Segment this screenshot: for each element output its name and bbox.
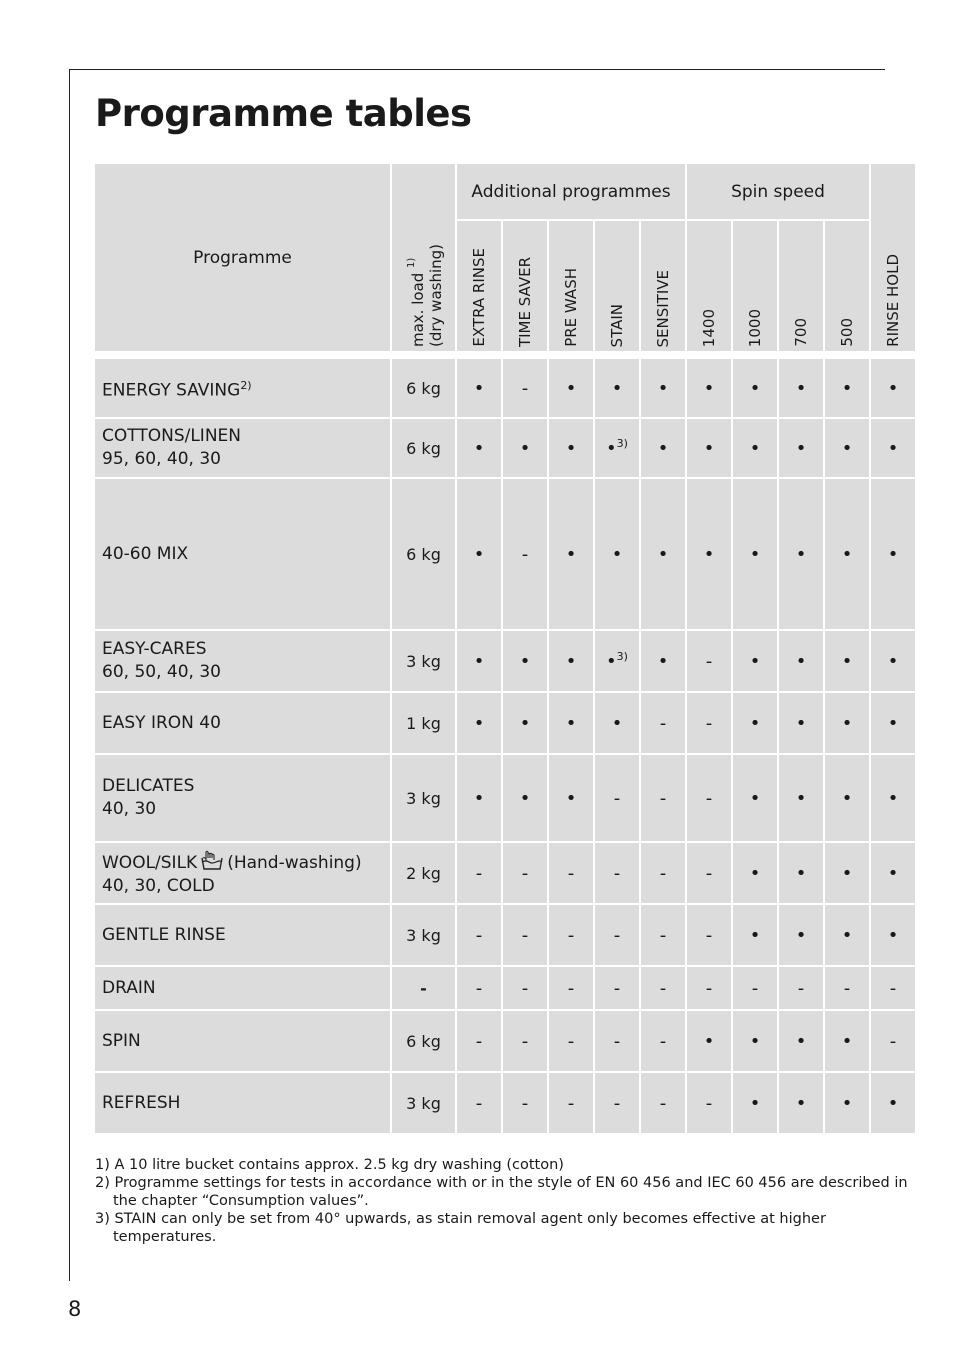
table-row — [95, 419, 915, 477]
option-cell: • — [733, 631, 777, 691]
max-load: 6 kg — [392, 479, 455, 629]
option-cell: • — [687, 419, 731, 477]
option-cell: - — [503, 1073, 547, 1133]
option-cell: • — [457, 693, 501, 753]
option-cell: - — [595, 967, 639, 1009]
option-cell: • — [641, 419, 685, 477]
option-cell: • — [825, 479, 869, 629]
footnote: 3) STAIN can only be set from 40° upwards, as stain removal agent only becomes effective at higher temperatures. — [95, 1211, 826, 1245]
option-cell: • — [825, 693, 869, 753]
max-load: 1 kg — [392, 693, 455, 753]
left-rule — [69, 69, 70, 1281]
option-cell: - — [503, 967, 547, 1009]
option-cell: • — [779, 1073, 823, 1133]
table-row — [95, 905, 915, 965]
max-load: 6 kg — [392, 419, 455, 477]
option-cell: • — [779, 693, 823, 753]
header-spin-1400: 1400 — [687, 221, 731, 351]
header-stain: STAIN — [595, 221, 639, 351]
programme-name-label: EASY IRON 40 — [102, 712, 221, 733]
option-cell: • — [779, 843, 823, 903]
table-row — [95, 967, 915, 1009]
header-spin-500: 500 — [825, 221, 869, 351]
table-row — [95, 693, 915, 753]
option-cell: - — [503, 1011, 547, 1071]
option-cell: • — [779, 479, 823, 629]
programme-name-label: COTTONS/LINEN — [102, 426, 241, 446]
option-cell: • — [457, 479, 501, 629]
option-cell: • — [549, 419, 593, 477]
option-cell: • — [825, 755, 869, 841]
table-row — [95, 359, 915, 417]
option-cell: • — [871, 479, 915, 629]
option-cell: • — [733, 359, 777, 417]
option-cell: - — [595, 905, 639, 965]
programme-table — [93, 162, 917, 1135]
programme-name-label: SPIN — [102, 1030, 141, 1051]
option-cell: • — [733, 479, 777, 629]
option-cell: • — [457, 359, 501, 417]
option-available: • — [606, 651, 617, 672]
option-cell: • — [871, 843, 915, 903]
option-cell: - — [641, 1073, 685, 1133]
programme-name — [95, 359, 390, 417]
option-cell: - — [687, 755, 731, 841]
option-cell: - — [687, 967, 731, 1009]
option-cell: • — [549, 479, 593, 629]
option-cell: • — [825, 905, 869, 965]
programme-temperatures: 40, 30, COLD — [102, 875, 215, 896]
hand-wash-icon — [200, 849, 224, 871]
header-max-load: max. load $^{1)}$ (dry washing) — [392, 164, 455, 351]
programme-name-label: DRAIN — [102, 977, 156, 998]
option-cell: - — [549, 1073, 593, 1133]
programme-name — [95, 693, 390, 753]
programme-name — [95, 419, 390, 477]
programme-name — [95, 843, 390, 903]
option-cell: - — [457, 967, 501, 1009]
option-cell: - — [641, 967, 685, 1009]
option-cell: - — [641, 843, 685, 903]
header-additional-programmes: Additional programmes — [457, 164, 685, 219]
header-pre-wash: PRE WASH — [549, 221, 593, 351]
option-cell: • — [825, 419, 869, 477]
option-cell: - — [503, 359, 547, 417]
programme-name — [95, 1011, 390, 1071]
option-cell: • — [549, 755, 593, 841]
page-number: 8 — [68, 1297, 82, 1321]
option-cell: • — [779, 419, 823, 477]
option-cell: - — [549, 967, 593, 1009]
option-cell: - — [503, 843, 547, 903]
option-cell: • — [503, 419, 547, 477]
programme-temperatures: 40, 30 — [102, 799, 157, 819]
programme-name — [95, 479, 390, 629]
footnotes — [95, 1156, 925, 1246]
option-cell: • — [779, 755, 823, 841]
option-cell: - — [457, 1011, 501, 1071]
option-cell: • — [733, 755, 777, 841]
option-cell: • — [779, 1011, 823, 1071]
footnote: 2) Programme settings for tests in accordance with or in the style of EN 60 456 and IEC 60 456 are described in the chapter “Consumption values”. — [95, 1175, 908, 1209]
option-cell: • — [595, 359, 639, 417]
max-load: - — [392, 967, 455, 1009]
header-programme: Programme — [95, 164, 390, 351]
header-sensitive: SENSITIVE — [641, 221, 685, 351]
option-cell: • — [733, 1011, 777, 1071]
option-cell: • — [871, 419, 915, 477]
programme-name — [95, 755, 390, 841]
table-row — [95, 479, 915, 629]
option-cell: - — [641, 693, 685, 753]
option-cell: • — [457, 631, 501, 691]
option-available: • — [606, 438, 617, 459]
header-time-saver: TIME SAVER — [503, 221, 547, 351]
option-cell: • — [733, 905, 777, 965]
max-load: 3 kg — [392, 905, 455, 965]
option-cell: • — [733, 843, 777, 903]
programme-name-label: EASY-CARES — [102, 639, 207, 659]
option-cell: - — [641, 1011, 685, 1071]
header-spin-speed: Spin speed — [687, 164, 869, 219]
header-rinse-hold: RINSE HOLD — [871, 164, 915, 351]
option-cell: • — [871, 359, 915, 417]
option-cell: • — [549, 693, 593, 753]
option-cell: • — [825, 1011, 869, 1071]
programme-name-label: GENTLE RINSE — [102, 924, 226, 945]
option-cell: • — [871, 905, 915, 965]
option-cell: - — [687, 1073, 731, 1133]
programme-table-body — [95, 359, 915, 1133]
option-cell: • — [503, 693, 547, 753]
option-cell: - — [503, 479, 547, 629]
programme-temperatures: 60, 50, 40, 30 — [102, 662, 221, 682]
option-cell: • — [825, 631, 869, 691]
table-row — [95, 1011, 915, 1071]
programme-name-label: WOOL/SILK (Hand-washing) — [102, 849, 390, 875]
programme-name-label: ENERGY SAVING$^{2)}$ — [102, 378, 252, 401]
option-cell: - — [825, 967, 869, 1009]
option-cell: • — [825, 359, 869, 417]
option-cell: • — [687, 359, 731, 417]
option-cell: - — [641, 755, 685, 841]
header-spin-1000: 1000 — [733, 221, 777, 351]
header-extra-rinse: EXTRA RINSE — [457, 221, 501, 351]
programme-name — [95, 631, 390, 691]
max-load: 6 kg — [392, 1011, 455, 1071]
option-cell: • — [457, 419, 501, 477]
option-cell: • — [503, 631, 547, 691]
option-cell: • — [733, 1073, 777, 1133]
option-cell: • — [871, 1073, 915, 1133]
option-cell: - — [595, 843, 639, 903]
programme-name-label: DELICATES — [102, 776, 195, 796]
page-title: Programme tables — [95, 92, 472, 135]
option-cell: - — [549, 905, 593, 965]
option-cell: - — [687, 693, 731, 753]
option-cell: • — [595, 693, 639, 753]
option-cell: • — [687, 1011, 731, 1071]
programme-name — [95, 967, 390, 1009]
table-row — [95, 755, 915, 841]
option-cell: • — [825, 1073, 869, 1133]
option-cell: • — [779, 905, 823, 965]
max-load: 2 kg — [392, 843, 455, 903]
top-rule — [69, 69, 885, 70]
option-cell: • — [503, 755, 547, 841]
option-cell: • — [871, 631, 915, 691]
option-cell: - — [595, 755, 639, 841]
option-cell: • — [641, 631, 685, 691]
option-cell: - — [687, 843, 731, 903]
option-cell: • — [733, 693, 777, 753]
option-cell — [595, 631, 639, 691]
option-cell: • — [595, 479, 639, 629]
option-cell: • — [549, 359, 593, 417]
option-cell: - — [549, 1011, 593, 1071]
table-row — [95, 1073, 915, 1133]
option-cell: • — [641, 359, 685, 417]
option-cell: - — [457, 1073, 501, 1133]
option-cell: - — [595, 1011, 639, 1071]
option-cell: • — [733, 419, 777, 477]
option-cell: - — [595, 1073, 639, 1133]
option-cell: - — [457, 843, 501, 903]
max-load: 3 kg — [392, 1073, 455, 1133]
footnote: 1) A 10 litre bucket contains approx. 2.5 kg dry washing (cotton) — [95, 1157, 564, 1173]
option-cell: • — [641, 479, 685, 629]
header-spin-700: 700 — [779, 221, 823, 351]
option-cell: - — [779, 967, 823, 1009]
option-cell: • — [779, 631, 823, 691]
option-cell: • — [825, 843, 869, 903]
max-load: 3 kg — [392, 755, 455, 841]
option-cell: - — [457, 905, 501, 965]
option-cell: - — [871, 1011, 915, 1071]
option-cell: - — [871, 967, 915, 1009]
programme-name-label: 40-60 MIX — [102, 543, 189, 564]
max-load: 3 kg — [392, 631, 455, 691]
table-row — [95, 843, 915, 903]
option-cell: • — [871, 755, 915, 841]
table-row — [95, 631, 915, 691]
option-cell: - — [549, 843, 593, 903]
option-cell: - — [733, 967, 777, 1009]
programme-name — [95, 905, 390, 965]
option-cell: • — [871, 693, 915, 753]
option-cell: • — [549, 631, 593, 691]
option-cell: - — [687, 631, 731, 691]
option-cell: - — [641, 905, 685, 965]
option-cell: - — [503, 905, 547, 965]
option-cell: • — [687, 479, 731, 629]
programme-temperatures: 95, 60, 40, 30 — [102, 449, 221, 469]
programme-name — [95, 1073, 390, 1133]
programme-name-label: REFRESH — [102, 1092, 181, 1113]
max-load: 6 kg — [392, 359, 455, 417]
option-cell: - — [687, 905, 731, 965]
footnote-ref: 3) — [616, 650, 628, 663]
option-cell: • — [779, 359, 823, 417]
option-cell: • — [457, 755, 501, 841]
option-cell — [595, 419, 639, 477]
footnote-ref: 3) — [616, 437, 628, 450]
